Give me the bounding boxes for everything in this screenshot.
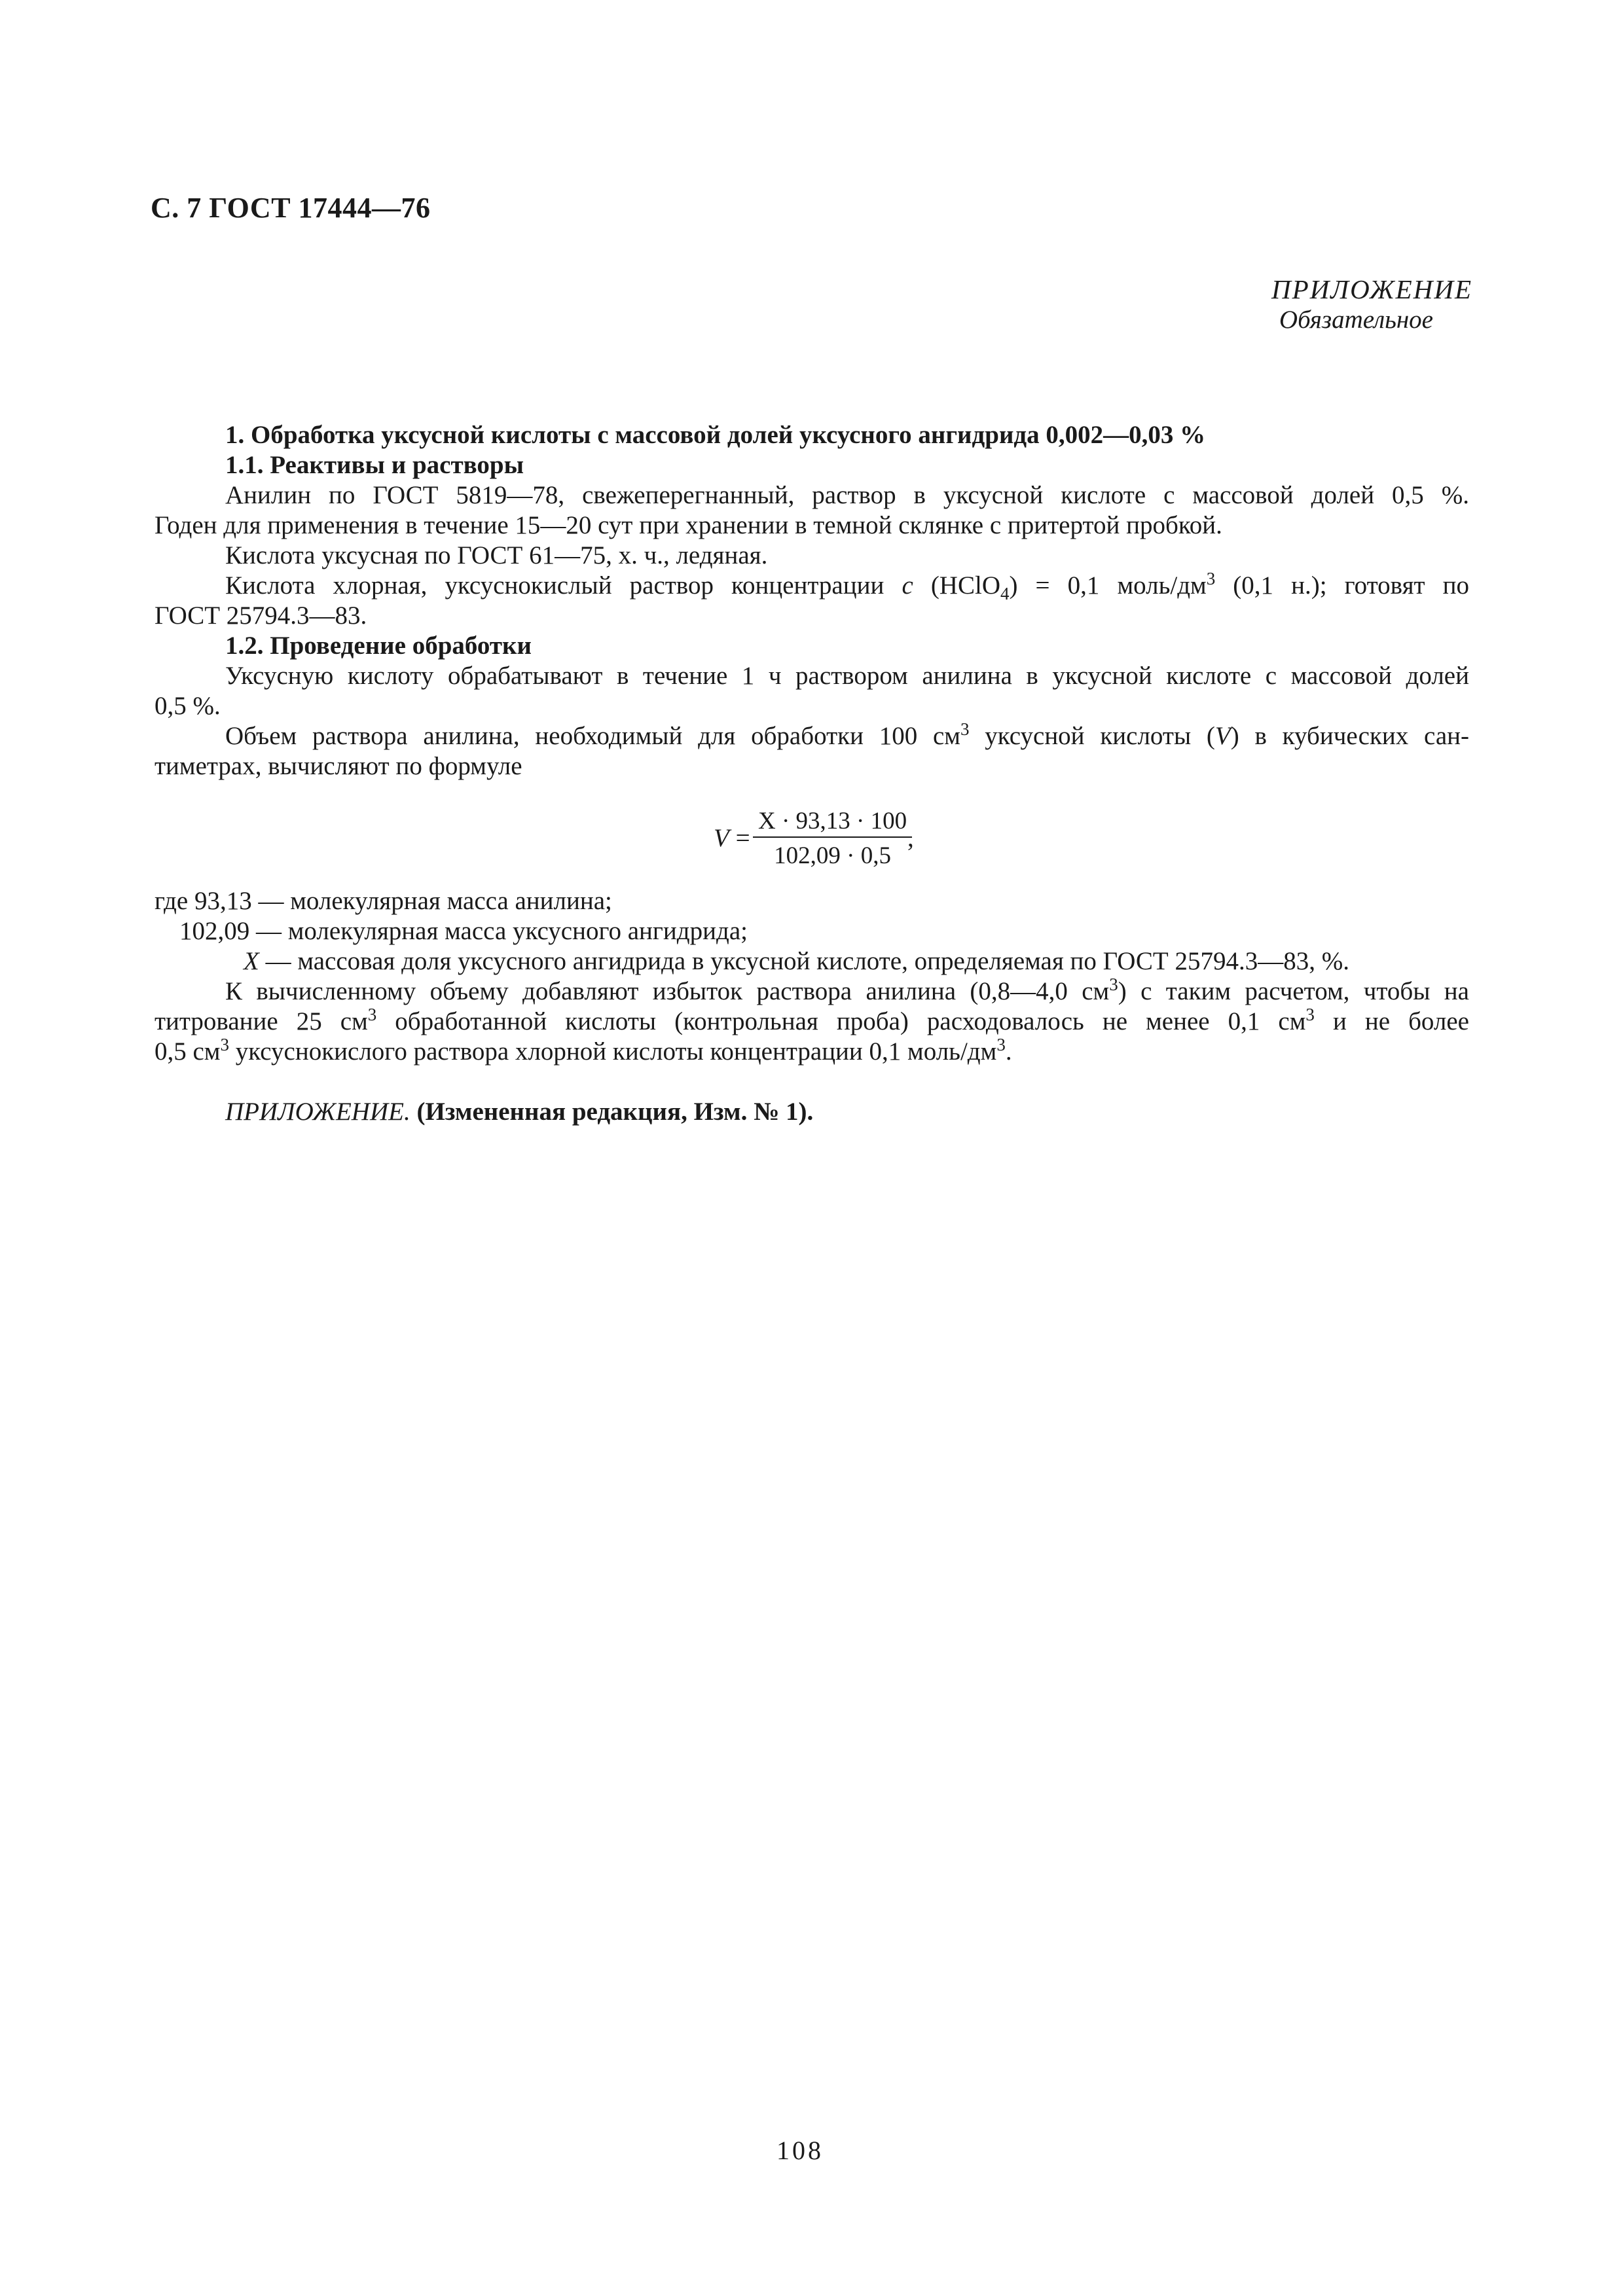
appendix-title: ПРИЛОЖЕНИЕ bbox=[1271, 274, 1472, 304]
excess-line-1: К вычисленному объему добавляют избыток раствора анилина (0,8—4,0 $см^3$) с таким расчетом, чтобы на bbox=[225, 975, 1469, 1005]
appendix-subtitle: Обязательное bbox=[1279, 306, 1433, 334]
aniline-paragraph-line-1: Анилин по ГОСТ 5819—78, свежеперегнанный, раствор в уксусной кислоте с массовой долей 0,5 %. bbox=[225, 481, 1469, 509]
page-number: 108 bbox=[776, 2136, 824, 2165]
perchloric-acid-line-1: Кислота хлорная, уксуснокислый раствор концентрации c (HClO$_4$) = 0,1 моль/$дм^3$ (0,1 н.); готовят по bbox=[225, 569, 1469, 603]
where-line-2: 102,09 — молекулярная масса уксусного ангидрида; bbox=[179, 917, 748, 945]
section-1-2-heading: 1.2. Проведение обработки bbox=[225, 632, 532, 660]
formula-denominator: 102,09 · 0,5 bbox=[774, 842, 891, 869]
volume-paragraph-line-1: Объем раствора анилина, необходимый для обработки 100 $см^3$ уксусной кислоты (V) в кубических сан- bbox=[225, 719, 1470, 750]
aniline-paragraph-line-2: Годен для применения в течение 15—20 сут при хранении в темной склянке с притертой пробкой. bbox=[155, 511, 1222, 539]
section-1-1-heading: 1.1. Реактивы и растворы bbox=[225, 451, 524, 479]
formula-numerator: X · 93,13 · 100 bbox=[753, 807, 912, 838]
treatment-line-1: Уксусную кислоту обрабатывают в течение 1 ч раствором анилина в уксусной кислоте с массовой долей bbox=[225, 662, 1469, 690]
formula-fraction bbox=[753, 807, 912, 870]
treatment-line-2: 0,5 %. bbox=[155, 692, 221, 720]
where-line-3: X — массовая доля уксусного ангидрида в уксусной кислоте, определяемая по ГОСТ 25794.3—83, %. bbox=[244, 947, 1349, 975]
volume-paragraph-line-2: тиметрах, вычисляют по формуле bbox=[155, 752, 522, 780]
section-1-heading: 1. Обработка уксусной кислоты с массовой долей уксусного ангидрида 0,002—0,03 % bbox=[225, 421, 1206, 449]
where-line-1: где 93,13 — молекулярная масса анилина; bbox=[155, 887, 612, 915]
formula-lhs: V = bbox=[714, 824, 750, 852]
formula-comma: , bbox=[907, 824, 914, 852]
excess-line-3: 0,5 $см^3$ уксуснокислого раствора хлорной кислоты концентрации 0,1 моль/$дм^3$. bbox=[155, 1035, 1012, 1066]
excess-line-2: титрование 25 $см^3$ обработанной кислоты (контрольная проба) расходовалось не менее 0,1 $см^3$ и не более bbox=[155, 1005, 1469, 1035]
perchloric-acid-line-2: ГОСТ 25794.3—83. bbox=[155, 601, 367, 630]
acetic-acid-line: Кислота уксусная по ГОСТ 61—75, х. ч., ледяная. bbox=[225, 541, 768, 569]
running-header: С. 7 ГОСТ 17444—76 bbox=[151, 192, 431, 224]
amendment-note: ПРИЛОЖЕНИЕ. (Измененная редакция, Изм. № 1). bbox=[225, 1098, 814, 1126]
